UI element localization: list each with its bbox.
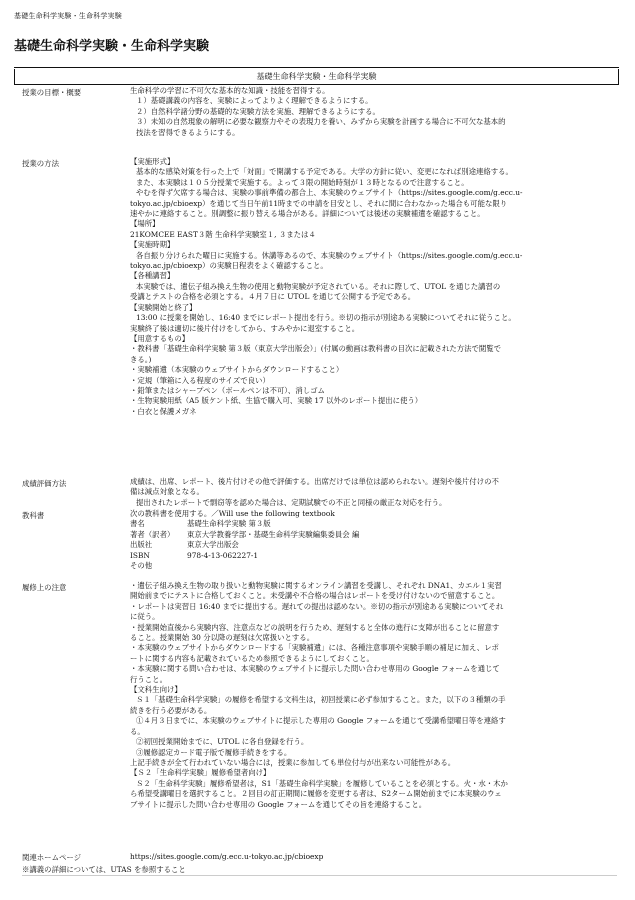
notes-line: 行うこと。 — [130, 674, 167, 684]
method-line: 受講とテストの合格を必須とする。４月７日に UTOL を通じて公開する予定である。 — [130, 292, 416, 302]
grading-label: 成績評価方法 — [22, 479, 67, 488]
method-line: 基本的な感染対策を行った上で「対面」で開講する予定である。大学の方針に従い、変更になれば別途連絡する。 — [136, 167, 513, 177]
textbook-value: 978-4-13-062227-1 — [187, 550, 259, 560]
running-header: 基礎生命科学実験・生命科学実験 — [14, 12, 122, 20]
method-line: tokyo.ac.jp/cbioexp）の実験日程表をよく確認すること。 — [130, 261, 328, 271]
textbook-value: 基礎生命科学実験 第３版 — [187, 519, 271, 529]
notes-line: ・レポートは実習日 16:40 までに提出する。遅れての提出は認めない。※切の指示が別途ある実験についてそれ — [130, 601, 504, 611]
notes-line: 開始前までにテストに合格しておくこと。未受講や不合格の場合はレポートを受け付けないので留意すること。 — [130, 591, 500, 601]
notes-line: ③履修認定カード電子版で履修手続きをする。 — [136, 747, 292, 757]
method-line: 【実験開始と終了】 — [130, 302, 197, 312]
textbook-value: 東京大学出版会 — [187, 540, 239, 550]
method-line: 速やかに連絡すること。別調整に振り替える場合がある。詳細については後述の実験補遺を確認すること。 — [130, 209, 485, 219]
grading-line: 備は減点対象となる。 — [130, 487, 204, 497]
table-header-rule — [14, 84, 619, 85]
goals-line: ２）自然科学諸分野の基礎的な実験方法を実施、理解できるようにする。 — [136, 106, 380, 116]
method-line: 【実施時期】 — [130, 240, 175, 250]
textbook-intro: 次の教科書を使用する。／Will use the following textbook — [130, 509, 335, 518]
goals-line: 生命科学の学習に不可欠な基本的な知識・技能を習得する。 — [130, 86, 330, 95]
textbook-label: 教科書 — [22, 511, 45, 520]
method-line: ・生物実験用紙（A5 版ケント紙、生協で購入可、実験 17 以外のレポート提出に使う） — [130, 396, 423, 406]
grading-line: 提出されたレポートで剽窃等を認めた場合は、定期試験での不正と同様の厳正な対応を行う。 — [136, 497, 447, 507]
notes-label: 履修上の注意 — [22, 583, 67, 592]
notes-line: ②初回授業開始までに、UTOL に各自登録を行う。 — [136, 737, 309, 747]
method-line: ・実験補遺（本実験のウェブサイトからダウンロードすること） — [130, 365, 344, 375]
notes-line: 続きを行う必要がある。 — [130, 705, 212, 715]
method-line: 21KOMCEE EAST３階 生命科学実験室１, ３または４ — [130, 229, 316, 239]
goals-body — [130, 86, 617, 138]
textbook-key: 書名 — [130, 519, 145, 529]
notes-line: 【Ｓ２「生命科学実験」履修希望者向け】 — [130, 768, 271, 778]
method-line: ・定規（筆箱に入る程度のサイズで良い） — [130, 375, 270, 385]
grading-body — [130, 477, 617, 508]
method-line: ・鉛筆またはシャープペン（ボールペンは不可）、消しゴム — [130, 385, 325, 395]
method-line: 【用意するもの】 — [130, 333, 190, 343]
method-line: 【場所】 — [130, 219, 160, 229]
notes-line: ートに関する内容も記載されているため参照できるようにしておくこと。 — [130, 653, 374, 663]
textbook-value: 東京大学教養学部・基礎生命科学実験編集委員会 編 — [187, 529, 360, 539]
table-row — [130, 551, 359, 561]
textbook-body — [130, 509, 617, 571]
notes-line: 【文科生向け】 — [130, 685, 182, 695]
method-line: 【各種講習】 — [130, 271, 175, 281]
method-line: tokyo.ac.jp/cbioexp）を通じて当日午前11時までの申請を目安とし、それに間に合わなかった場合も可能な限り — [130, 198, 508, 208]
notes-line: ・本実験に関する問い合わせは、本実験のウェブサイトに提示した問い合わせ専用の Google フォームを通じて — [130, 664, 500, 674]
homepage-link[interactable]: https://sites.google.com/g.ecc.u-tokyo.ac.jp/cbioexp — [130, 852, 324, 861]
textbook-other: その他 — [130, 561, 153, 571]
notes-line: ら希望受講曜日を選択すること。２回目の訂正期間に履修を変更する者は、S2ターム開始前までに本実験のウェ — [130, 789, 502, 799]
notes-line: ①４月３日までに、本実験のウェブサイトに提示した専用の Google フォームを通じて受講希望曜日等を連絡す — [136, 716, 506, 726]
page-title: 基礎生命科学実験・生命科学実験 — [14, 39, 210, 54]
notes-line: ・遺伝子組み換え生物の取り扱いと動物実験に関するオンライン講習を受講し、それぞれ DNA1、カエル１実習 — [130, 581, 502, 590]
notes-body — [130, 581, 617, 810]
textbook-key: 出版社 — [130, 540, 153, 550]
textbook-table — [130, 519, 359, 561]
table-row — [130, 519, 359, 529]
notes-line: Ｓ１「基礎生命科学実験」の履修を希望する文科生は，初回授業に必ず参加すること。また，以下の３種類の手 — [136, 695, 506, 705]
goals-line: 技法を習得できるようにする。 — [136, 127, 240, 137]
textbook-key: 著者（訳者） — [130, 529, 175, 539]
method-line: 各自振り分けられた曜日に実施する。休講等あるので、本実験のウェブサイト（https://sites.google.com/g.ecc.u- — [136, 250, 523, 260]
method-line: ・教科書「基礎生命科学実験 第３版（東京大学出版会）」(付属の動画は教科書の目次に記載された方法で閲覧で — [130, 344, 502, 354]
goals-line: １）基礎講義の内容を、実験によってよりよく理解できるようにする。 — [136, 96, 373, 106]
method-line: また、本実験は１０５分授業で実施する。よって３限の開始時刻が１３時となるので注意すること。 — [136, 177, 469, 187]
links-label: 関連ホームページ — [22, 853, 81, 862]
notes-line: に従う。 — [130, 612, 160, 622]
textbook-key: ISBN — [130, 550, 150, 560]
method-body — [130, 157, 617, 417]
notes-line: 上記手続きが全て行われていない場合には，授業に参加しても単位付与が出来ない可能性がある。 — [130, 757, 456, 767]
method-line: ・白衣と保護メガネ — [130, 406, 197, 416]
method-line: きる。) — [130, 354, 152, 364]
method-line: 13:00 に授業を開始し、16:40 までにレポート提出を行う。※切の指示が別途ある実験についてそれに従うこと。 — [136, 313, 516, 323]
notes-line: ること。授業開始 30 分以降の遅刻は欠席扱いとする。 — [130, 633, 315, 643]
notes-line: Ｓ２「生命科学実験」履修希望者は，S1「基礎生命科学実験」を履修していることを必須とする。火・水・木か — [136, 778, 508, 788]
method-line: 実験終了後は適切に後片付けをしてから、すみやかに退室すること。 — [130, 323, 360, 333]
notes-line: ・本実験のウェブサイトからダウンロードする「実験補遺」には、各種注意事項や実験手順の補足に加え、レポ — [130, 643, 499, 653]
table-top-rule — [14, 67, 619, 68]
goals-label: 授業の目標・概要 — [22, 88, 82, 97]
method-line: やむを得ず欠席する場合は、実験の事前準備の都合上、本実験のウェブサイト（https://sites.google.com/g.ecc.u- — [136, 188, 523, 198]
method-line: 本実験では、遺伝子組み換え生物の使用と動物実験が予定されている。それに際して、UTOL を通じた講習の — [136, 281, 501, 291]
notes-line: ブサイトに提示した問い合わせ専用の Google フォームを通じてその旨を連絡すること。 — [130, 799, 427, 809]
bottom-rule — [22, 875, 617, 876]
table-row — [130, 530, 359, 540]
method-label: 授業の方法 — [22, 159, 59, 168]
table-title: 基礎生命科学実験・生命科学実験 — [256, 72, 377, 81]
notes-line: ・授業開始直後から実験内容、注意点などの説明を行うため、遅刻すると全体の進行に支障が出ることに留意す — [130, 622, 500, 632]
table-row — [130, 540, 359, 550]
utas-note: ※講義の詳細については、UTAS を参照すること — [22, 865, 186, 874]
notes-line: る。 — [130, 726, 145, 736]
grading-line: 成績は、出席、レポート、後片付けその他で評価する。出席だけでは単位は認められない。遅刻や後片付けの不 — [130, 477, 499, 486]
goals-line: ３）未知の自然現象の解明に必要な観察力やその表現力を養い、みずから実験を計画する場合に不可欠な基本的 — [136, 117, 506, 127]
method-line: 【実施形式】 — [130, 157, 175, 166]
